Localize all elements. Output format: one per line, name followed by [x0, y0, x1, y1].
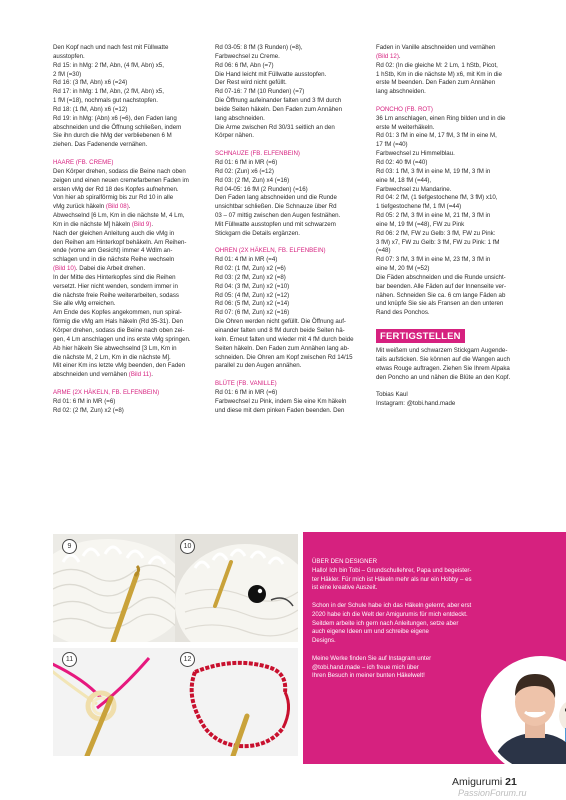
text-line: Am Ende des Kopfes angekommen, nun spiral-: [53, 309, 182, 317]
text-line: Rd 17: in hMg: 1 fM, Abn, (2 fM, Abn) x5,: [53, 88, 164, 96]
text-line: Körper drehen, sodass die Beine nach oben zei-: [53, 327, 185, 334]
text-line: Hallo! Ich bin Tobi – Grundschullehrer, Papa und begeister-: [312, 566, 472, 574]
text-line: den Poncho an und nähen die Blüte an den Kopf.: [376, 373, 511, 381]
text-line: Rd 01: 6 fM in MR (=6): [53, 397, 116, 405]
text-line: Meine Werke finden Sie auf Instagram unter: [312, 654, 432, 662]
text-line: Rd 06: (5 fM, Zun) x2 (=14): [215, 300, 290, 308]
photo-number-12: 12: [180, 652, 195, 667]
text-line: 1 fM (=18), nochmals gut nachstopfen.: [53, 97, 158, 105]
schnauze-instructions: [215, 159, 371, 239]
text-span: .: [151, 371, 153, 379]
text-line: Rd 06: 6 fM, Abn (=7): [215, 61, 274, 69]
text-line: Rd 01: 3 fM in eine M, 17 fM, 3 fM in eine M,: [376, 132, 497, 140]
text-line: 36 Lm anschlagen, einen Ring bilden und in die: [376, 114, 506, 122]
text-line: ausstopfen.: [53, 52, 85, 60]
text-line: Rd 03-05: 8 fM (3 Runden) (=8),: [215, 44, 303, 51]
text-line: Rd 03: 1 fM, 3 fM in eine M, 19 fM, 3 fM in: [376, 167, 491, 175]
text-line: Rd 01: 4 fM in MR (=4): [215, 256, 278, 264]
page-footer: [452, 776, 517, 788]
author-credit: [376, 391, 534, 409]
text-line: Rd 19: in hMg: (Abn) x6 (=6), den Faden lang: [53, 114, 177, 122]
text-line: Sie alle vMg erreichen.: [53, 300, 116, 308]
text-line: Den Faden lang abschneiden und die Runde: [215, 194, 337, 202]
text-line: @tobi.hand.made – ich freue mich über: [312, 663, 419, 671]
haare-instructions: [53, 168, 204, 380]
text-span: .: [151, 220, 154, 228]
page-number: 21: [505, 776, 517, 788]
text-span: abschneiden und vernähen: [53, 371, 129, 379]
text-line: Ihren Besuch in meiner bunten Häkelwelt!: [312, 672, 425, 680]
bluete-heading: BLÜTE (FB. VANILLE): [215, 380, 277, 388]
text-line: Rd 07-16: 7 fM (10 Runden) (=7): [215, 88, 305, 96]
ohren-heading: OHREN (2X HÄKELN, FB. ELFENBEIN): [215, 247, 326, 255]
text-line: Designs.: [312, 637, 336, 645]
text-line: Farbwechsel zu Creme.: [215, 52, 280, 60]
arme-instructions: [53, 398, 204, 416]
photo-number-10: 10: [180, 539, 195, 554]
image-reference: (Bild 08): [105, 203, 129, 211]
photo-number-9: 9: [62, 539, 77, 554]
text-line: Schon in der Schule habe ich das Häkeln gelernt, aber erst: [312, 601, 472, 609]
text-line: ziehen. Das Fadenende vernähen.: [53, 141, 148, 149]
text-line: nähen. Schneiden Sie ca. 6 cm lange Fäden ab: [376, 291, 506, 299]
text-span: . Dabei die Arbeit drehen.: [75, 265, 146, 273]
column-3: [376, 44, 534, 409]
text-line: und diese mit dem pinken Faden beenden. Den: [215, 406, 345, 414]
text-line: lang abschneiden.: [376, 88, 426, 96]
bluete-instructions: [215, 389, 371, 416]
text-line: parallel zu den Augen annähen.: [215, 362, 302, 370]
text-line: Rd 03: (2 fM, Zun) x2 (=8): [215, 273, 286, 281]
schnauze-heading: SCHNAUZE (FB. ELFENBEIN): [215, 150, 300, 158]
text-line: lang abschneiden.: [215, 114, 265, 122]
text-line: Farbwechsel zu Pink, indem Sie eine Km häkeln: [215, 397, 347, 405]
kopf-instructions: [53, 44, 204, 150]
text-line: Rd 02: (In die gleiche M: 2 Lm, 1 hStb, Picot,: [376, 61, 498, 69]
text-line: [53, 265, 204, 274]
text-line: 3 fM) x7, FW zu Gelb: 3 fM, FW zu Pink: 1 fM: [376, 238, 500, 246]
text-line: 17 fM (=40): [376, 141, 408, 149]
magazine-brand: Amigurumi: [452, 776, 503, 788]
poncho-instructions: [376, 115, 534, 318]
haare-heading: HAARE (FB. CREME): [53, 158, 114, 166]
red-chain-image: [175, 648, 298, 756]
text-line: Nach der gleichen Anleitung auch die vMg in: [53, 229, 175, 237]
text-line: [376, 53, 534, 62]
text-line: Rd 07: (6 fM, Zun) x2 (=16): [215, 309, 290, 317]
text-line: Rd 06: 2 fM, FW zu Gelb: 3 fM, FW zu Pink:: [376, 229, 496, 237]
text-line: Mit Füllwatte ausstopfen und mit schwarzem: [215, 220, 336, 228]
text-line: Rd 04-05: 16 fM (2 Runden) (=16): [215, 185, 308, 193]
ohren-instructions: [215, 256, 371, 371]
photo-number-11: 11: [62, 652, 77, 667]
arme-continued: [215, 44, 371, 141]
text-line: einander falten und 8 fM durch beide Seiten hä-: [215, 327, 345, 334]
text-span: Km in die nächste M] häkeln: [53, 220, 132, 228]
text-line: Rd 03: (2 fM, Zun) x4 (=16): [215, 176, 290, 184]
text-line: Mit weißem und schwarzem Stickgarn Augende-: [376, 347, 508, 354]
designer-text: [312, 558, 532, 690]
text-line: Abwechselnd [6 Lm, Km in die nächste M, 4 Lm,: [53, 212, 185, 220]
text-line: Körper nähen.: [215, 132, 254, 140]
text-line: ersten vMg der Rd 18 des Kopfes aufnehmen.: [53, 185, 179, 193]
fertigstellen-heading: FERTIGSTELLEN: [376, 329, 465, 343]
text-line: Rd 01: 6 fM in MR (=6): [215, 388, 278, 396]
text-line: abschneiden und die Öffnung schließen, indem: [53, 123, 182, 131]
text-line: die nächste freie Reihe weiterarbeiten, sodass: [53, 291, 179, 299]
text-line: (=48): [376, 247, 391, 255]
text-line: Ab hier häkeln Sie abwechselnd [3 Lm, Km in: [53, 344, 177, 352]
author-name: Tobias Kaul: [376, 391, 408, 399]
text-line: Rd 18: (1 fM, Abn) x6 (=12): [53, 105, 128, 113]
text-line: eine M, 19 fM (=48), FW zu Pink: [376, 220, 465, 228]
text-line: ist eine kreative Auszeit.: [312, 584, 378, 592]
text-line: Der Rest wird nicht gefüllt.: [215, 79, 287, 87]
text-line: schneiden. Die Ohren am Kopf zwischen Rd 14/15: [215, 353, 353, 361]
text-line: 1 tiefgestochene fM, 1 fM (=44): [376, 203, 462, 211]
text-line: den Reihen am Hinterkopf behäkeln. Am Reihen-: [53, 238, 187, 246]
text-line: Rd 02: (2 fM, Zun) x2 (=8): [53, 406, 124, 414]
text-line: [53, 203, 204, 212]
text-line: unsichtbar schließen. Die Schnauze über Rd: [215, 203, 337, 211]
text-line: Mit einer Km ins letzte vMg beenden, den Faden: [53, 362, 186, 370]
text-line: zeigen und einen neuen cremefarbenen Faden im: [53, 176, 189, 184]
text-line: erste M weiterhäkeln.: [376, 123, 435, 131]
text-line: gen, 4 Lm anschlagen und ins erste vMg springen.: [53, 335, 191, 343]
image-reference: (Bild 11): [128, 371, 152, 379]
author-instagram: Instagram: @tobi.hand.made: [376, 400, 456, 408]
text-line: Seitdem arbeite ich gern nach Anleitungen, setze aber: [312, 619, 459, 627]
designer-title: ÜBER DEN DESIGNER: [312, 558, 378, 565]
text-line: [53, 371, 204, 380]
watermark-text: PassionForum.ru: [458, 788, 527, 798]
text-line: Die Ohren werden nicht gefüllt. Die Öffnung auf-: [215, 318, 346, 326]
designer-paragraph-1: [312, 567, 532, 593]
text-span: vMg zurück häkeln: [53, 203, 106, 211]
image-reference: (Bild 12): [376, 52, 399, 60]
text-line: Von hier ab spiralförmig bis zur Rd 10 in alle: [53, 194, 174, 202]
arme-heading: ARME (2X HÄKELN, FB. ELFENBEIN): [53, 388, 160, 396]
text-line: Den Kopf nach und nach fest mit Füllwatte: [53, 44, 169, 51]
text-line: 1 hStb, Km in die nächste M) x6, mit Km in die: [376, 70, 502, 78]
text-line: Die Arme zwischen Rd 30/31 seitlich an den: [215, 123, 335, 131]
text-span: .: [398, 52, 401, 60]
text-line: Die Öffnung aufeinander falten und 3 fM durch: [215, 97, 342, 105]
text-line: Farbwechsel zu Mandarine.: [376, 185, 452, 193]
text-line: Rd 02: (1 fM, Zun) x2 (=6): [215, 265, 286, 273]
text-line: 03 – 07 mittig zwischen den Augen festnähen.: [215, 212, 341, 220]
text-line: ter Häkler. Für mich ist Häkeln mehr als nur ein Hobby – es: [312, 575, 472, 583]
text-line: etwas Rouge auftragen. Ziehen Sie Ihrem Alpaka: [376, 364, 510, 372]
text-line: Rd 05: (4 fM, Zun) x2 (=12): [215, 291, 290, 299]
text-line: Seiten häkeln. Den Faden zum Annähen lang ab-: [215, 344, 350, 352]
text-line: Die Hand leicht mit Füllwatte ausstopfen.: [215, 70, 327, 78]
designer-paragraph-2: [312, 602, 532, 646]
text-line: Rd 16: (3 fM, Abn) x6 (=24): [53, 79, 128, 87]
text-line: förmig die vMg am Hals häkeln (Rd 35-31). Den: [53, 318, 184, 326]
text-span: .: [128, 203, 131, 211]
text-line: auch eigene Ideen um und schreibe eigene: [312, 628, 429, 636]
text-line: bar beenden. Alle Fäden auf der Innenseite ver-: [376, 282, 507, 290]
text-line: Faden in Vanille abschneiden und vernähen: [376, 44, 496, 51]
text-line: Rd 04: (3 fM, Zun) x2 (=10): [215, 282, 290, 290]
designer-box: [303, 532, 566, 764]
text-line: Rd 05: 2 fM, 3 fM in eine M, 21 fM, 3 fM in: [376, 212, 491, 220]
text-line: beide Seiten häkeln. Den Faden zum Annähen: [215, 105, 342, 113]
designer-photo-image: [485, 660, 566, 764]
column-2: [215, 44, 371, 415]
text-line: Stickgarn die Details ergänzen.: [215, 229, 300, 237]
image-reference: (Bild 9): [131, 220, 152, 228]
text-line: eine M, 20 fM (=52): [376, 265, 430, 273]
text-line: In der Mitte des Hinterkopfes sind die Reihen: [53, 273, 176, 281]
column-1: [53, 44, 204, 415]
text-line: Rd 15: in hMg: 2 fM, Abn, (4 fM, Abn) x5,: [53, 61, 164, 69]
text-line: Farbwechsel zu Himmelblau.: [376, 150, 455, 158]
text-line: Rd 02: (Zun) x6 (=12): [215, 167, 274, 175]
text-line: 2020 habe ich die Welt der Amigurumis für mich entdeckt.: [312, 610, 468, 618]
text-line: und knüpfe Sie sie als Fransen an den unteren: [376, 300, 504, 308]
bluete-continued: [376, 44, 534, 97]
text-line: tails aufsticken. Sie können auf die Wangen auch: [376, 355, 510, 363]
text-line: Rd 02: 40 fM (=40): [376, 158, 428, 166]
text-line: schlagen und in die nächste Reihe wechseln: [53, 256, 175, 264]
poncho-heading: PONCHO (FB. ROT): [376, 105, 433, 113]
image-reference: (Bild 10): [53, 265, 76, 273]
text-line: keln. Erneut falten und wieder mit 4 fM durch beide: [215, 335, 354, 343]
fertigstellen-instructions: [376, 347, 534, 382]
text-line: Rd 07: 3 fM, 3 fM in eine M, 23 fM, 3 fM in: [376, 256, 491, 264]
text-line: die nächste M, 2 Lm, Km in die nächste M].: [53, 353, 171, 361]
text-line: Sie ihn durch die hMg der verbliebenen 6 M: [53, 132, 172, 140]
text-line: Rd 04: 2 fM, (1 tiefgestochene fM, 3 fM) x10,: [376, 194, 498, 202]
text-line: Rd 01: 6 fM in MR (=6): [215, 158, 278, 166]
text-line: ende (vorne am Gesicht) immer 4 Wdlm an-: [53, 247, 173, 255]
text-line: Den Körper drehen, sodass die Beine nach oben: [53, 167, 186, 175]
text-line: Die Fäden abschneiden und die Runde unsicht-: [376, 273, 506, 281]
text-line: erste M beenden. Den Faden zum Annähen: [376, 79, 496, 87]
text-line: versetzt. Hier nicht wenden, sondern immer in: [53, 282, 178, 290]
photo-step-12: [175, 648, 298, 756]
text-line: [53, 221, 204, 230]
text-line: 2 fM (=30): [53, 70, 82, 78]
text-line: Rand des Ponchos.: [376, 309, 430, 317]
text-line: eine M, 18 fM (=44),: [376, 176, 432, 184]
